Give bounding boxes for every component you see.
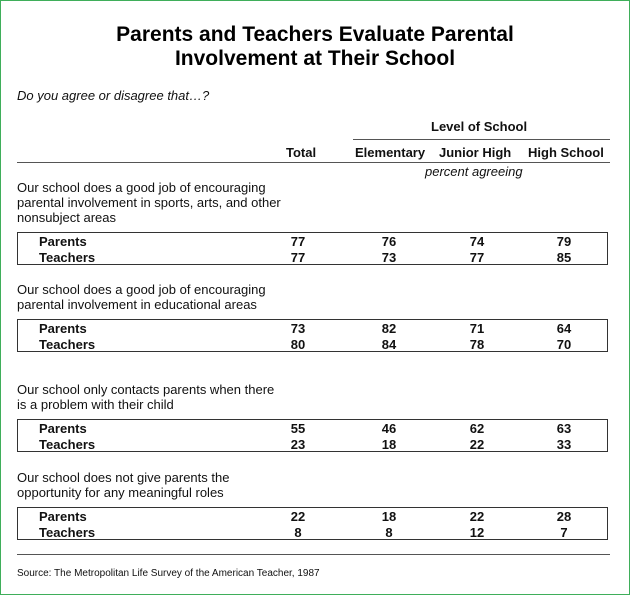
value-cell: 55 — [290, 421, 306, 436]
column-header-total: Total — [286, 145, 317, 160]
value-cell: 22 — [290, 509, 306, 524]
row-label: Parents — [39, 321, 87, 336]
chart-subtitle: Do you agree or disagree that…? — [17, 88, 210, 103]
value-cell: 73 — [290, 321, 306, 336]
value-cell: 8 — [385, 525, 393, 540]
row-label: Teachers — [39, 525, 96, 540]
value-cell: 8 — [294, 525, 302, 540]
value-cell: 71 — [469, 321, 485, 336]
row-label: Teachers — [39, 250, 96, 265]
question-text: Our school only contacts parents when there is a problem with their child — [17, 382, 275, 412]
value-cell: 62 — [469, 421, 485, 436]
value-cell: 23 — [290, 437, 306, 452]
value-cell: 64 — [556, 321, 572, 336]
value-cell: 70 — [556, 337, 572, 352]
question-text: Our school does a good job of encouraging parental involvement in sports, arts, and other nonsubject areas — [17, 180, 281, 225]
header-rule — [17, 162, 610, 163]
value-cell: 77 — [469, 250, 485, 265]
question-text: Our school does a good job of encouraging parental involvement in educational areas — [17, 282, 266, 312]
column-header-elementary: Elementary — [355, 145, 426, 160]
value-cell: 82 — [381, 321, 397, 336]
value-cell: 80 — [290, 337, 306, 352]
value-cell: 63 — [556, 421, 572, 436]
row-label: Teachers — [39, 437, 96, 452]
row-label: Teachers — [39, 337, 96, 352]
value-cell: 77 — [290, 234, 306, 249]
question-text: Our school does not give parents the opportunity for any meaningful roles — [17, 470, 230, 500]
row-label: Parents — [39, 509, 87, 524]
chart-title-line-2: Involvement at Their School — [174, 47, 456, 70]
value-cell: 33 — [556, 437, 572, 452]
value-cell: 22 — [469, 437, 485, 452]
group-header-rule — [353, 139, 610, 140]
value-cell: 22 — [469, 509, 485, 524]
row-label: Parents — [39, 421, 87, 436]
column-header-junior-high: Junior High — [439, 145, 512, 160]
footer-rule — [17, 554, 610, 555]
value-cell: 46 — [381, 421, 397, 436]
value-cell: 12 — [469, 525, 485, 540]
group-header: Level of School — [431, 119, 528, 134]
value-cell: 28 — [556, 509, 572, 524]
column-header-high-school: High School — [528, 145, 604, 160]
row-label: Parents — [39, 234, 87, 249]
value-cell: 78 — [469, 337, 485, 352]
chart-title-line-1: Parents and Teachers Evaluate Parental — [116, 23, 514, 46]
value-cell: 18 — [381, 437, 397, 452]
value-cell: 18 — [381, 509, 397, 524]
value-cell: 85 — [556, 250, 572, 265]
value-cell: 7 — [560, 525, 568, 540]
value-cell: 76 — [381, 234, 397, 249]
source-note: Source: The Metropolitan Life Survey of the American Teacher, 1987 — [17, 568, 320, 579]
value-cell: 79 — [556, 234, 572, 249]
value-cell: 84 — [381, 337, 397, 352]
value-cell: 74 — [469, 234, 485, 249]
value-cell: 73 — [381, 250, 397, 265]
unit-note: percent agreeing — [425, 164, 523, 179]
value-cell: 77 — [290, 250, 306, 265]
